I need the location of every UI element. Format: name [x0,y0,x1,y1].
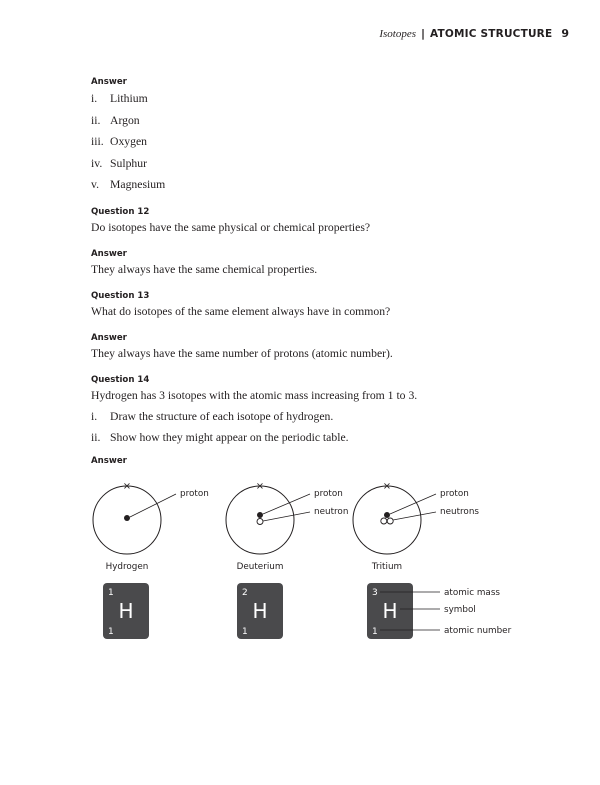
header-separator: | [421,27,426,40]
answer-list [91,91,531,199]
question-14-answer-label: Answer [91,455,127,466]
running-header [379,27,569,40]
isotope-name: Hydrogen [105,562,149,572]
callout-proton: proton [180,489,209,499]
question-12-label: Question 12 [91,206,150,217]
item-number: ii. [91,113,101,127]
item-text: Argon [110,113,140,127]
callout-line [263,512,310,521]
electron-marker: × [122,481,132,492]
proton-dot [124,515,130,521]
item-text: Sulphur [110,156,148,170]
question-14-parts [91,409,531,452]
electron-marker: × [382,481,392,492]
element-card-tritium [367,583,413,639]
neutron-dot [387,518,393,524]
atomic-mass: 3 [372,588,378,598]
proton-dot [257,512,263,518]
electron-marker: × [255,481,265,492]
isotope-diagram-svg [80,478,530,648]
page-content [91,76,531,467]
list-item [91,156,531,178]
list-item [91,91,531,113]
element-card-deuterium [237,583,283,639]
item-text: Draw the structure of each isotope of hydrogen. [110,409,334,423]
question-13-answer: They always have the same number of protons (atomic number). [91,346,393,360]
element-card-hydrogen [103,583,149,639]
page-number: 9 [561,27,569,40]
item-text: Lithium [110,92,148,105]
proton-dot [384,512,390,518]
item-number: i. [91,92,98,105]
list-item [91,134,531,156]
question-14-label: Question 14 [91,374,150,385]
question-12-answer: They always have the same chemical properties. [91,262,318,276]
callout-symbol: symbol [444,605,476,615]
question-13-text: What do isotopes of the same element always have in common? [91,304,391,318]
question-12-answer-label: Answer [91,248,127,259]
atomic-mass: 1 [108,588,114,598]
atomic-number: 1 [372,627,378,637]
callout-proton: proton [314,489,343,499]
callout-line [263,494,310,514]
question-12-text: Do isotopes have the same physical or chemical properties? [91,220,371,234]
element-symbol: H [252,599,268,623]
item-number: iv. [91,156,103,170]
callout-atomic-mass: atomic mass [444,588,500,598]
callout-atomic-number: atomic number [444,626,512,636]
item-number: iii. [91,135,104,148]
hydrogen-atom [93,481,209,572]
deuterium-atom [226,481,348,572]
item-number: ii. [91,431,101,444]
callout-line [390,494,436,514]
atomic-mass: 2 [242,588,248,598]
list-item [91,409,531,431]
list-item [91,430,531,452]
callout-neutron: neutron [314,507,349,517]
atomic-number: 1 [242,627,248,637]
list-item [91,177,531,199]
callout-proton: proton [440,489,469,499]
isotope-diagram [80,478,530,648]
header-chapter: ATOMIC STRUCTURE [430,28,553,40]
item-text: Oxygen [110,135,148,148]
neutron-dot [257,519,263,525]
tritium-atom [353,481,479,572]
question-13-answer-label: Answer [91,332,127,343]
question-14-text: Hydrogen has 3 isotopes with the atomic mass increasing from 1 to 3. [91,388,418,402]
answer-label: Answer [91,77,127,87]
list-item [91,113,531,135]
item-text: Show how they might appear on the periodic table. [110,431,349,444]
atomic-number: 1 [108,627,114,637]
item-text: Magnesium [110,178,166,191]
item-number: i. [91,409,98,423]
isotope-name: Tritium [371,562,403,572]
header-section: Isotopes [379,28,416,40]
question-13-label: Question 13 [91,290,150,301]
callout-line [393,512,436,520]
callout-neutrons: neutrons [440,507,479,517]
element-symbol: H [118,599,134,623]
item-number: v. [91,178,100,191]
element-symbol: H [382,599,398,623]
isotope-name: Deuterium [236,562,284,572]
neutron-dot [381,518,387,524]
